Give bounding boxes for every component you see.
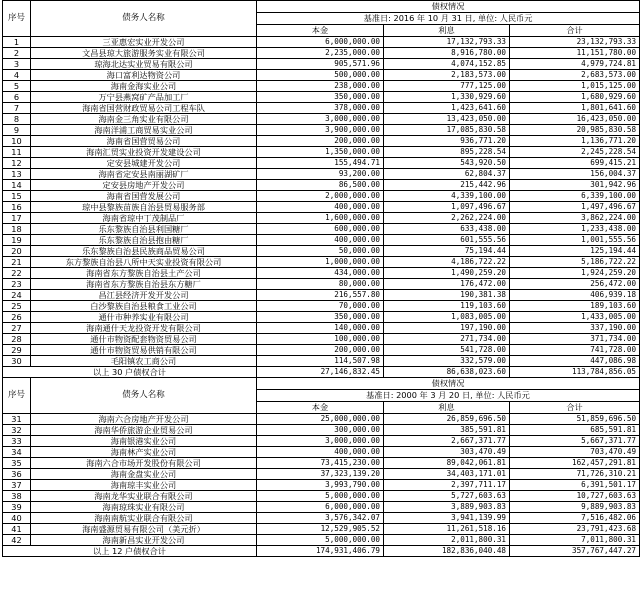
row-total: 1,136,771.20 — [510, 136, 640, 147]
row-seq: 5 — [3, 81, 31, 92]
table-row — [3, 535, 640, 546]
row-interest: 4,186,722.22 — [384, 257, 510, 268]
row-total: 125,194.44 — [510, 246, 640, 257]
table-row — [3, 301, 640, 312]
table-row — [3, 169, 640, 180]
row-interest: 190,381.38 — [384, 290, 510, 301]
row-total: 685,591.81 — [510, 425, 640, 436]
row-seq: 3 — [3, 59, 31, 70]
table-row — [3, 48, 640, 59]
header-debtor-name: 债务人名称 — [31, 378, 257, 414]
row-seq: 12 — [3, 158, 31, 169]
row-total: 11,151,780.00 — [510, 48, 640, 59]
row-debtor-name: 海南省琼中丁茂制品厂 — [31, 213, 257, 224]
row-interest: 601,555.56 — [384, 235, 510, 246]
header-seq: 序号 — [3, 378, 31, 414]
header-seq: 序号 — [3, 1, 31, 37]
debt-table-container — [2, 0, 639, 557]
row-total: 156,004.37 — [510, 169, 640, 180]
row-interest: 895,228.54 — [384, 147, 510, 158]
header-interest: 利息 — [384, 402, 510, 414]
row-debtor-name: 琼海北达实业贸易有限公司 — [31, 59, 257, 70]
table-row — [3, 279, 640, 290]
row-debtor-name: 海南汇贸实业投资开发建设公司 — [31, 147, 257, 158]
row-total: 20,985,830.58 — [510, 125, 640, 136]
row-total: 1,801,641.60 — [510, 103, 640, 114]
row-interest: 2,667,371.77 — [384, 436, 510, 447]
row-seq: 21 — [3, 257, 31, 268]
row-debtor-name: 海南通什天龙投资开发有限公司 — [31, 323, 257, 334]
row-principal: 2,000,000.00 — [257, 191, 384, 202]
row-principal: 5,000,000.00 — [257, 491, 384, 502]
table-row — [3, 246, 640, 257]
header-group: 债权情况 — [257, 378, 640, 390]
table-row — [3, 213, 640, 224]
row-total: 406,939.18 — [510, 290, 640, 301]
row-interest: 26,859,696.50 — [384, 414, 510, 425]
row-interest: 8,916,780.00 — [384, 48, 510, 59]
row-principal: 37,323,139.20 — [257, 469, 384, 480]
row-debtor-name: 海南银港实业公司 — [31, 436, 257, 447]
row-principal: 3,900,000.00 — [257, 125, 384, 136]
row-interest: 543,920.50 — [384, 158, 510, 169]
header-basis-date: 基准日: 2000 年 3 月 20 日, 单位: 人民币元 — [257, 390, 640, 402]
header-total: 合计 — [510, 25, 640, 37]
row-seq: 20 — [3, 246, 31, 257]
row-debtor-name: 海南琼珠实业有限公司 — [31, 502, 257, 513]
row-total: 9,889,903.83 — [510, 502, 640, 513]
row-principal: 1,000,000.00 — [257, 257, 384, 268]
row-seq: 26 — [3, 312, 31, 323]
row-seq: 25 — [3, 301, 31, 312]
row-principal: 6,000,000.00 — [257, 37, 384, 48]
row-seq: 10 — [3, 136, 31, 147]
row-interest: 4,074,152.85 — [384, 59, 510, 70]
row-seq: 19 — [3, 235, 31, 246]
row-total: 1,680,929.60 — [510, 92, 640, 103]
row-interest: 1,423,641.60 — [384, 103, 510, 114]
row-debtor-name: 海南龙华实业联合有限公司 — [31, 491, 257, 502]
table-row — [3, 334, 640, 345]
table-row — [3, 224, 640, 235]
row-seq: 2 — [3, 48, 31, 59]
row-debtor-name: 海南金三角实业有限公司 — [31, 114, 257, 125]
subtotal-label: 以上 30 户债权合计 — [3, 367, 257, 378]
row-interest: 2,011,800.31 — [384, 535, 510, 546]
row-interest: 62,804.37 — [384, 169, 510, 180]
table-row — [3, 136, 640, 147]
header-interest: 利息 — [384, 25, 510, 37]
row-total: 10,727,603.63 — [510, 491, 640, 502]
row-principal: 25,000,000.00 — [257, 414, 384, 425]
row-principal: 3,993,790.00 — [257, 480, 384, 491]
row-total: 371,734.00 — [510, 334, 640, 345]
row-seq: 42 — [3, 535, 31, 546]
table-row — [3, 257, 640, 268]
row-debtor-name: 定安县房地产开发公司 — [31, 180, 257, 191]
row-interest: 332,579.00 — [384, 356, 510, 367]
row-principal: 50,000.00 — [257, 246, 384, 257]
header-basis-date: 基准日: 2016 年 10 月 31 日, 单位: 人民币元 — [257, 13, 640, 25]
row-debtor-name: 海南六合市场开发股份有限公司 — [31, 458, 257, 469]
row-interest: 17,132,793.33 — [384, 37, 510, 48]
row-principal: 434,000.00 — [257, 268, 384, 279]
subtotal-label: 以上 12 户债权合计 — [3, 546, 257, 557]
table-row — [3, 180, 640, 191]
row-debtor-name: 海南金盘实业公司 — [31, 469, 257, 480]
row-seq: 41 — [3, 524, 31, 535]
row-seq: 36 — [3, 469, 31, 480]
table-row — [3, 59, 640, 70]
row-principal: 12,529,905.52 — [257, 524, 384, 535]
row-debtor-name: 海南洋浦工商贸易实业公司 — [31, 125, 257, 136]
row-total: 5,186,722.22 — [510, 257, 640, 268]
row-seq: 14 — [3, 180, 31, 191]
row-total: 1,924,259.20 — [510, 268, 640, 279]
row-interest: 119,103.60 — [384, 301, 510, 312]
row-principal: 400,000.00 — [257, 447, 384, 458]
row-total: 6,339,100.00 — [510, 191, 640, 202]
header-total: 合计 — [510, 402, 640, 414]
table-row — [3, 513, 640, 524]
row-interest: 4,339,100.00 — [384, 191, 510, 202]
row-interest: 75,194.44 — [384, 246, 510, 257]
row-total: 5,667,371.77 — [510, 436, 640, 447]
table-row — [3, 290, 640, 301]
table-row — [3, 235, 640, 246]
row-total: 1,015,125.00 — [510, 81, 640, 92]
row-interest: 197,190.00 — [384, 323, 510, 334]
row-principal: 350,000.00 — [257, 312, 384, 323]
row-seq: 33 — [3, 436, 31, 447]
row-total: 162,457,291.81 — [510, 458, 640, 469]
row-principal: 3,000,000.00 — [257, 114, 384, 125]
row-principal: 200,000.00 — [257, 136, 384, 147]
row-principal: 70,000.00 — [257, 301, 384, 312]
header-row — [3, 1, 640, 13]
row-seq: 38 — [3, 491, 31, 502]
row-interest: 11,261,518.16 — [384, 524, 510, 535]
table-row — [3, 92, 640, 103]
header-row — [3, 378, 640, 390]
subtotal-row — [3, 546, 640, 557]
row-seq: 11 — [3, 147, 31, 158]
row-seq: 1 — [3, 37, 31, 48]
row-principal: 1,350,000.00 — [257, 147, 384, 158]
row-seq: 18 — [3, 224, 31, 235]
subtotal-total: 357,767,447.27 — [510, 546, 640, 557]
row-principal: 500,000.00 — [257, 70, 384, 81]
row-total: 2,245,228.54 — [510, 147, 640, 158]
row-total: 7,516,482.06 — [510, 513, 640, 524]
row-seq: 4 — [3, 70, 31, 81]
row-interest: 34,403,171.01 — [384, 469, 510, 480]
row-principal: 238,000.00 — [257, 81, 384, 92]
debt-table — [2, 0, 640, 557]
row-debtor-name: 海南林产实业公司 — [31, 447, 257, 458]
row-debtor-name: 万宁县燕窝矿产品加工厂 — [31, 92, 257, 103]
row-interest: 1,330,929.60 — [384, 92, 510, 103]
row-debtor-name: 通什市物资配套物资贸易公司 — [31, 334, 257, 345]
row-principal: 3,000,000.00 — [257, 436, 384, 447]
row-seq: 8 — [3, 114, 31, 125]
table-row — [3, 114, 640, 125]
row-seq: 22 — [3, 268, 31, 279]
row-principal: 73,415,230.00 — [257, 458, 384, 469]
row-total: 4,979,724.81 — [510, 59, 640, 70]
row-seq: 27 — [3, 323, 31, 334]
row-total: 71,726,310.21 — [510, 469, 640, 480]
row-interest: 89,042,061.81 — [384, 458, 510, 469]
subtotal-row — [3, 367, 640, 378]
row-debtor-name: 乐东黎族自治县利国糖厂 — [31, 224, 257, 235]
row-principal: 5,000,000.00 — [257, 535, 384, 546]
row-interest: 541,728.00 — [384, 345, 510, 356]
row-interest: 1,490,259.20 — [384, 268, 510, 279]
table-row — [3, 158, 640, 169]
row-seq: 40 — [3, 513, 31, 524]
table-row — [3, 191, 640, 202]
table-row — [3, 202, 640, 213]
subtotal-interest: 182,836,040.48 — [384, 546, 510, 557]
table-row — [3, 268, 640, 279]
row-seq: 24 — [3, 290, 31, 301]
row-seq: 7 — [3, 103, 31, 114]
row-interest: 633,438.00 — [384, 224, 510, 235]
table-row — [3, 491, 640, 502]
row-seq: 9 — [3, 125, 31, 136]
row-seq: 23 — [3, 279, 31, 290]
row-total: 7,011,800.31 — [510, 535, 640, 546]
row-seq: 15 — [3, 191, 31, 202]
row-principal: 1,600,000.00 — [257, 213, 384, 224]
row-interest: 5,727,603.63 — [384, 491, 510, 502]
row-debtor-name: 海南琼丰实业公司 — [31, 480, 257, 491]
row-interest: 2,183,573.00 — [384, 70, 510, 81]
row-debtor-name: 海南省东方黎族自治县东方糖厂 — [31, 279, 257, 290]
table-row — [3, 480, 640, 491]
row-total: 699,415.21 — [510, 158, 640, 169]
row-interest: 385,591.81 — [384, 425, 510, 436]
header-group: 债权情况 — [257, 1, 640, 13]
row-principal: 2,235,000.00 — [257, 48, 384, 59]
row-seq: 37 — [3, 480, 31, 491]
row-principal: 216,557.80 — [257, 290, 384, 301]
row-debtor-name: 海南华侨旅游企业贸易公司 — [31, 425, 257, 436]
row-debtor-name: 海南省国营贸易公司 — [31, 136, 257, 147]
row-total: 447,086.98 — [510, 356, 640, 367]
row-total: 301,942.96 — [510, 180, 640, 191]
row-interest: 215,442.96 — [384, 180, 510, 191]
header-principal: 本金 — [257, 402, 384, 414]
row-total: 23,791,423.68 — [510, 524, 640, 535]
row-interest: 777,125.00 — [384, 81, 510, 92]
row-debtor-name: 海南省东方黎族自治县土产公司 — [31, 268, 257, 279]
subtotal-principal: 174,931,406.79 — [257, 546, 384, 557]
row-interest: 2,262,224.00 — [384, 213, 510, 224]
row-debtor-name: 通什市物资贸易供销有限公司 — [31, 345, 257, 356]
row-principal: 400,000.00 — [257, 202, 384, 213]
table-row — [3, 469, 640, 480]
row-debtor-name: 东方黎族自治县八所中天实业投资有限公司 — [31, 257, 257, 268]
row-total: 16,423,050.00 — [510, 114, 640, 125]
table-row — [3, 125, 640, 136]
row-seq: 6 — [3, 92, 31, 103]
row-seq: 34 — [3, 447, 31, 458]
row-principal: 114,507.98 — [257, 356, 384, 367]
row-debtor-name: 海南金海实业公司 — [31, 81, 257, 92]
table-row — [3, 414, 640, 425]
row-debtor-name: 文昌县琼大旅游服务实业有限公司 — [31, 48, 257, 59]
row-debtor-name: 海南新昌实业开发公司 — [31, 535, 257, 546]
table-row — [3, 81, 640, 92]
row-seq: 32 — [3, 425, 31, 436]
row-interest: 2,397,711.17 — [384, 480, 510, 491]
row-debtor-name: 乐东黎族自治县抱由糖厂 — [31, 235, 257, 246]
table-row — [3, 312, 640, 323]
table-row — [3, 37, 640, 48]
row-seq: 16 — [3, 202, 31, 213]
row-principal: 80,000.00 — [257, 279, 384, 290]
row-interest: 1,083,005.00 — [384, 312, 510, 323]
row-interest: 271,734.00 — [384, 334, 510, 345]
row-total: 3,862,224.00 — [510, 213, 640, 224]
row-seq: 28 — [3, 334, 31, 345]
row-principal: 300,000.00 — [257, 425, 384, 436]
row-principal: 400,000.00 — [257, 235, 384, 246]
row-principal: 600,000.00 — [257, 224, 384, 235]
row-debtor-name: 海南盛源贸易有限公司（美元折） — [31, 524, 257, 535]
row-total: 23,132,793.33 — [510, 37, 640, 48]
header-principal: 本金 — [257, 25, 384, 37]
row-debtor-name: 海南省国营发展公司 — [31, 191, 257, 202]
row-debtor-name: 毛阳镇农工商公司 — [31, 356, 257, 367]
table-row — [3, 70, 640, 81]
table-row — [3, 524, 640, 535]
table-row — [3, 458, 640, 469]
row-principal: 3,576,342.07 — [257, 513, 384, 524]
row-principal: 93,200.00 — [257, 169, 384, 180]
row-total: 337,190.00 — [510, 323, 640, 334]
subtotal-principal: 27,146,832.45 — [257, 367, 384, 378]
row-interest: 1,097,496.67 — [384, 202, 510, 213]
row-seq: 29 — [3, 345, 31, 356]
row-interest: 936,771.20 — [384, 136, 510, 147]
row-total: 1,001,555.56 — [510, 235, 640, 246]
table-row — [3, 502, 640, 513]
row-principal: 905,571.96 — [257, 59, 384, 70]
row-seq: 30 — [3, 356, 31, 367]
row-total: 1,233,438.00 — [510, 224, 640, 235]
row-seq: 17 — [3, 213, 31, 224]
row-total: 51,859,696.50 — [510, 414, 640, 425]
table-row — [3, 103, 640, 114]
row-interest: 303,470.49 — [384, 447, 510, 458]
row-total: 741,728.00 — [510, 345, 640, 356]
row-debtor-name: 定安县城建开发公司 — [31, 158, 257, 169]
row-debtor-name: 海口富利达物资公司 — [31, 70, 257, 81]
row-seq: 35 — [3, 458, 31, 469]
subtotal-interest: 86,638,023.60 — [384, 367, 510, 378]
row-interest: 3,889,903.83 — [384, 502, 510, 513]
row-interest: 17,085,830.58 — [384, 125, 510, 136]
row-debtor-name: 白沙黎族自治县粮食工业公司 — [31, 301, 257, 312]
row-debtor-name: 海南南航实业联合有限公司 — [31, 513, 257, 524]
table-row — [3, 447, 640, 458]
table-row — [3, 345, 640, 356]
row-interest: 176,472.00 — [384, 279, 510, 290]
header-debtor-name: 债务人名称 — [31, 1, 257, 37]
row-debtor-name: 乐东黎族自治县民族商品贸易公司 — [31, 246, 257, 257]
row-principal: 6,000,000.00 — [257, 502, 384, 513]
row-interest: 13,423,050.00 — [384, 114, 510, 125]
table-row — [3, 147, 640, 158]
table-row — [3, 323, 640, 334]
table-row — [3, 356, 640, 367]
row-total: 1,497,496.67 — [510, 202, 640, 213]
row-total: 6,391,501.17 — [510, 480, 640, 491]
row-debtor-name: 琼中县黎族苗族自治县贸易服务部 — [31, 202, 257, 213]
row-debtor-name: 海南六合房地产开发公司 — [31, 414, 257, 425]
subtotal-total: 113,784,856.05 — [510, 367, 640, 378]
table-row — [3, 436, 640, 447]
row-debtor-name: 海南省国营财政贸易公司工程车队 — [31, 103, 257, 114]
row-total: 189,103.60 — [510, 301, 640, 312]
row-debtor-name: 昌江县经济开发开发公司 — [31, 290, 257, 301]
row-debtor-name: 海南省定安县南丽湖矿厂 — [31, 169, 257, 180]
row-total: 256,472.00 — [510, 279, 640, 290]
row-principal: 86,500.00 — [257, 180, 384, 191]
row-total: 1,433,005.00 — [510, 312, 640, 323]
row-principal: 140,000.00 — [257, 323, 384, 334]
table-row — [3, 425, 640, 436]
row-principal: 378,000.00 — [257, 103, 384, 114]
row-principal: 100,000.00 — [257, 334, 384, 345]
row-total: 2,683,573.00 — [510, 70, 640, 81]
row-debtor-name: 通什市种养实业有限公司 — [31, 312, 257, 323]
row-interest: 3,941,139.99 — [384, 513, 510, 524]
row-principal: 200,000.00 — [257, 345, 384, 356]
row-seq: 31 — [3, 414, 31, 425]
row-total: 703,470.49 — [510, 447, 640, 458]
row-principal: 155,494.71 — [257, 158, 384, 169]
row-seq: 13 — [3, 169, 31, 180]
row-seq: 39 — [3, 502, 31, 513]
row-debtor-name: 三亚惠宏实业开发公司 — [31, 37, 257, 48]
row-principal: 350,000.00 — [257, 92, 384, 103]
